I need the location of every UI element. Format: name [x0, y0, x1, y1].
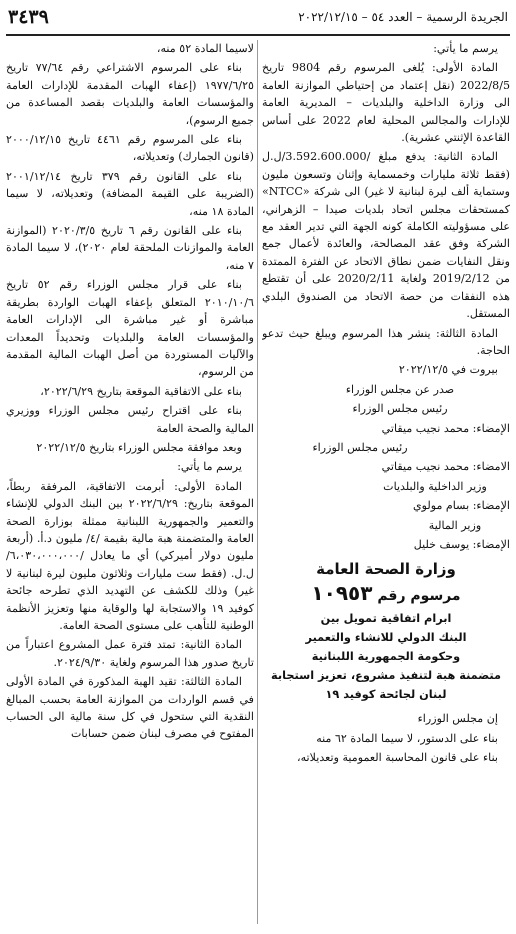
issued-by: صدر عن مجلس الوزراء [345, 382, 455, 396]
signature-pm-2: الامضاء: محمد نجيب ميقاتي [381, 460, 510, 474]
article-1-left: المادة الأولى: أبرمت الاتفاقية، المرفقة ربطاً، الموقعة بتاريخ: ٢٠٢٢/٦/٢٩ بين البنك الدولي للإنشاء والتعمير والجمهورية اللبنانية ممثلة بوزارة الصحة العامة والمتضمنة هبة مالية بقيمة /٤/ مليون د.أ. (أربعة مليون دولار أميركي) أي ما يعادل /٦،٠٣٠،٠٠٠،٠٠٠/ ل.ل. (فقط ست مليارات وثلاثون مليون ليرة لبنانية لا غير) وذلك للكشف عن التهديد الذي تطرحه جائحة كوفيد ١٩ والاستجابة لها والوقاية منها وتعزيز الأنظمة الوطنية للتأهب على مستوى الصحة العامة. [6, 479, 254, 632]
article-2: المادة الثانية: يدفع مبلغ /3.592.600.000/ل.ل (فقط ثلاثة مليارات وخمسماية وإثنان وتسعون مليون وستماية ألف ليرة لبنانية لا غير) الى شركة «NTCC» كمستحقات مجلس اتحاد بلديات صيدا – الزهراني، على مسؤوليته الكاملة كونه الجهة التي تدير العقد مع الشركة وفق عقد المصالحة، والعائدة لأعمال جمع ونقل النفايات ضمن نطاق الاتحاد عن الفترة الممتدة من 2019/2/12 ولغاية 2020/2/11 على أن تقتطع هذه النفقات من حصة الاتحاد من الصندوق البلدي المستقل. [262, 150, 510, 321]
basis-constitution: بناء على الدستور، لا سيما المادة ٦٢ منه [316, 731, 498, 745]
article-3: المادة الثالثة: ينشر هذا المرسوم ويبلغ حيث تدعو الحاجة. [262, 326, 510, 357]
decree-title-line-4: متضمنة هبة لتنفيذ مشروع، تعزيز استجابة [271, 669, 501, 683]
basis-accounting-law: بناء على قانون المحاسبة العمومية وتعديلاته، [297, 751, 498, 764]
paragraph-4: بناء على القانون رقم ٣٧٩ تاريخ ٢٠٠١/١٢/١٤ (الضريبة على القيمة المضافة) وتعديلاته، لا سيما المادة ١٨ منه، [6, 169, 254, 218]
intro-line: يرسم ما يأتي: [433, 42, 498, 55]
paragraph-10: يرسم ما يأتي: [177, 460, 242, 474]
decree-title-line-1: ابرام اتفاقية تمويل بين [320, 612, 452, 626]
article-3-left: المادة الثالثة: تقيد الهبة المذكورة في المادة الأولى في قسم الواردات من الموازنة العامة بحسب المبالغ النقدية التي ستحول في كل سنة مالية الى الحساب المفتوح في مصرف لبنان ضمن حسابات [6, 675, 254, 741]
date-line: بيروت في ٢٠٢٢/١٢/٥ [398, 363, 498, 377]
paragraph-3: بناء على المرسوم رقم ٤٤٦١ تاريخ ٢٠٠٠/١٢/١٥ (قانون الجمارك) وتعديلاته، [6, 133, 254, 164]
article-1: المادة الأولى: يُلغى المرسوم رقم 9804 تاريخ 2022/8/5 (نقل إعتماد من إحتياطي الموازنة العامة الى وزارة الداخلية والبلديات – المديرية العامة للإدارات والمجالس المحلية لعام 2022 على أساس القاعدة الإثنتي عشرية). [262, 61, 510, 145]
ministry-heading: وزارة الصحة العامة [316, 560, 456, 579]
finance-minister-title: وزير المالية [428, 518, 482, 532]
decree-number [262, 580, 510, 605]
decree-title-line-5: لبنان لجائحة كوفيد ١٩ [325, 688, 447, 702]
decree-title [262, 609, 510, 704]
paragraph-8: بناء على اقتراح رئيس مجلس الوزراء ووزيري المالية والصحة العامة [6, 404, 254, 435]
left-column [6, 40, 254, 926]
article-2-left: المادة الثانية: تمتد فترة عمل المشروع اعتباراً من تاريخ صدور هذا المرسوم ولغاية ٢٠٢٤/٩/٣٠. [6, 638, 254, 669]
pm-title: رئيس مجلس الوزراء [352, 402, 448, 416]
council-line: إن مجلس الوزراء [417, 712, 498, 726]
signature-pm: الإمضاء: محمد نجيب ميقاتي [381, 421, 510, 435]
right-column [262, 40, 510, 926]
decree-number-value: ١٠٩٥٣ [311, 580, 373, 605]
interior-minister-title: وزير الداخلية والبلديات [383, 479, 487, 493]
paragraph-2: بناء على المرسوم الاشتراعي رقم ٧٧/٦٤ تاريخ ١٩٧٧/٦/٢٥ (إعفاء الهبات المقدمة للإدارات العامة والمؤسسات العامة والبلديات بقصد المساعدة من جميع الرسوم)، [6, 61, 254, 127]
decree-label: مرسوم رقم [377, 587, 461, 604]
decree-title-line-3: وحكومة الجمهورية اللبنانية [311, 650, 461, 664]
signature-finance: الإمضاء: يوسف خليل [413, 537, 510, 551]
decree-title-line-2: البنك الدولي للانشاء والتعمير [305, 631, 467, 645]
signature-interior: الإمضاء: بسام مولوي [412, 499, 510, 513]
pm-title-2: رئيس مجلس الوزراء [312, 440, 408, 454]
page-number: ٣٤٣٩ [8, 6, 49, 28]
paragraph-7: بناء على الاتفاقية الموقعة بتاريخ ٢٠٢٢/٦/٢٩، [40, 384, 242, 398]
page-header [6, 4, 510, 36]
paragraph-1: لاسيما المادة ٥٢ منه، [156, 42, 254, 55]
gazette-title: الجريدة الرسمية – العدد ٥٤ – ٢٠٢٢/١٢/١٥ [298, 10, 508, 24]
column-divider [257, 40, 258, 924]
paragraph-5: بناء على القانون رقم ٦ تاريخ ٢٠٢٠/٣/٥ (الموازنة العامة والموازنات الملحقة لعام ٢٠٢٠)، لا سيما المادة ٧ منه، [6, 224, 254, 272]
paragraph-6: بناء على قرار مجلس الوزراء رقم ٥٢ تاريخ ٢٠١٠/١٠/٦ المتعلق بإعفاء الهبات الواردة بطريقة مباشرة أو غير مباشرة الى الإدارات العامة والمؤسسات العامة والبلديات وتحديداً المعدات والآليات المستوردة من أصل الهبات المالية المقدمة من الرسوم، [6, 278, 254, 379]
paragraph-9: وبعد موافقة مجلس الوزراء بتاريخ ٢٠٢٢/١٢/٥ [36, 440, 242, 454]
